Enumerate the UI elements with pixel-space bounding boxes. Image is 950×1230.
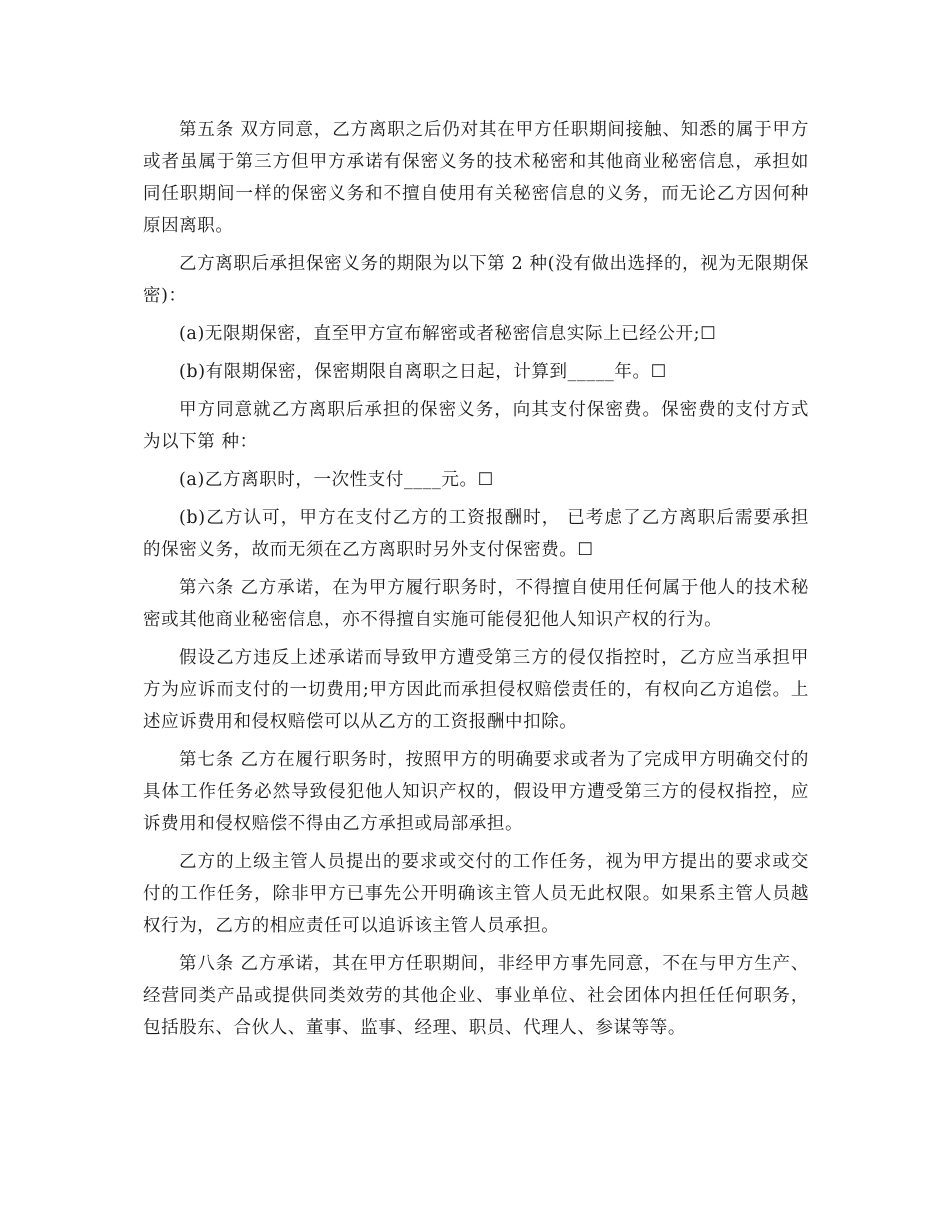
paragraph-fee-option-b: (b)乙方认可，甲方在支付乙方的工资报酬时， 已考虑了乙方离职后需要承担的保密义务，故而无须在乙方离职时另外支付保密费。☐: [143, 508, 809, 560]
paragraph-article-7: 第七条 乙方在履行职务时，按照甲方的明确要求或者为了完成甲方明确交付的具体工作任务必然导致侵犯他人知识产权的，假设甲方遭受第三方的侵权指控，应诉费用和侵权赔偿不得由乙方承担或局部承担。: [143, 750, 809, 834]
paragraph-article-8: 第八条 乙方承诺，其在甲方任职期间，非经甲方事先同意，不在与甲方生产、经营同类产品或提供同类效劳的其他企业、事业单位、社会团体内担任任何职务，包括股东、合伙人、董事、监事、经理、职员、代理人、参谋等等。: [143, 954, 809, 1038]
paragraph-confidentiality-term: 乙方离职后承担保密义务的期限为以下第 2 种(没有做出选择的，视为无限期保密)：: [143, 254, 809, 306]
paragraph-infringement-liability: 假设乙方违反上述承诺而导致甲方遭受第三方的侵仅指控时，乙方应当承担甲方为应诉而支付的一切费用;甲方因此而承担侵权赔偿责任的，有权向乙方追偿。上述应诉费用和侵权赔偿可以从乙方的工资报酬中扣除。: [143, 648, 809, 732]
paragraph-option-b-limited: (b)有限期保密，保密期限自离职之日起，计算到_____年。☐: [179, 362, 667, 382]
paragraph-confidentiality-fee: 甲方同意就乙方离职后承担的保密义务，向其支付保密费。保密费的支付方式为以下第 种：: [143, 400, 809, 452]
document-body: [143, 114, 809, 1050]
paragraph-fee-option-a: (a)乙方离职时，一次性支付____元。☐: [179, 470, 494, 490]
paragraph-option-a-unlimited: (a)无限期保密，直至甲方宣布解密或者秘密信息实际上已经公开;☐: [179, 324, 717, 344]
paragraph-article-6: 第六条 乙方承诺，在为甲方履行职务时，不得擅自使用任何属于他人的技术秘密或其他商业秘密信息，亦不得擅自实施可能侵犯他人知识产权的行为。: [143, 578, 809, 630]
paragraph-article-5: 第五条 双方同意，乙方离职之后仍对其在甲方任职期间接触、知悉的属于甲方或者虽属于第三方但甲方承诺有保密义务的技术秘密和其他商业秘密信息，承担如同任职期间一样的保密义务和不擅自使用有关秘密信息的义务，而无论乙方因何种原因离职。: [143, 120, 809, 236]
paragraph-supervisor-tasks: 乙方的上级主管人员提出的要求或交付的工作任务，视为甲方提出的要求或交付的工作任务，除非甲方已事先公开明确该主管人员无此权限。如果系主管人员越权行为，乙方的相应责任可以追诉该主管人员承担。: [143, 852, 809, 936]
